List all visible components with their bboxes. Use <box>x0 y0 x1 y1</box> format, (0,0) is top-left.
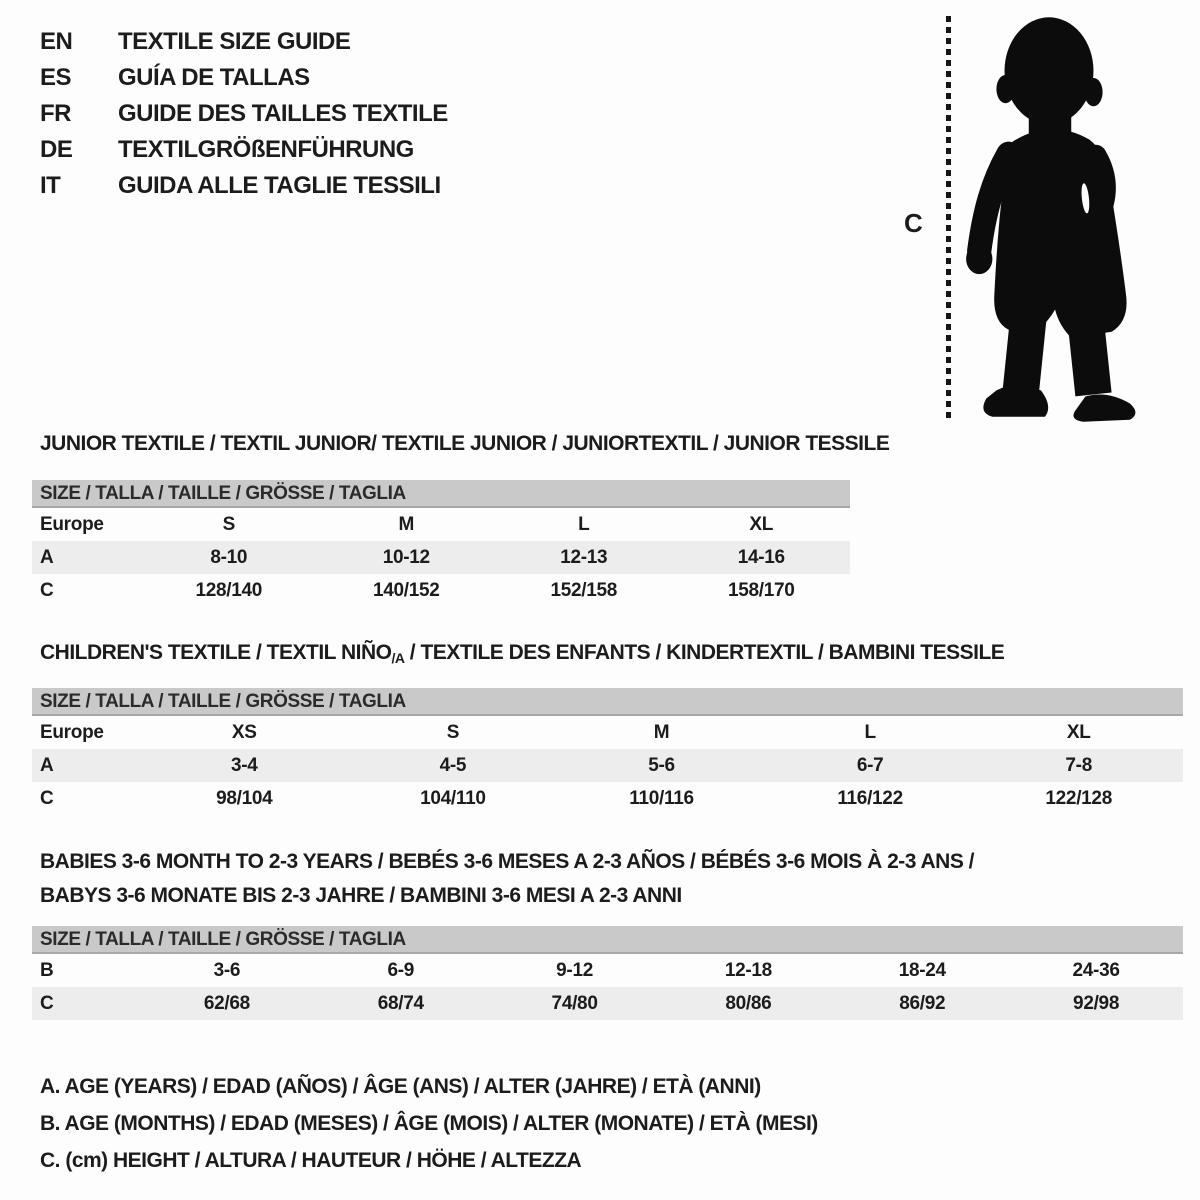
cell: 7-8 <box>1065 754 1092 776</box>
lang-code-de: DE <box>40 136 73 163</box>
cell: 122/128 <box>1045 787 1112 809</box>
lang-title-en: TEXTILE SIZE GUIDE <box>118 28 351 55</box>
measurement-legend <box>40 1068 818 1179</box>
cell: S <box>222 513 235 535</box>
row-label: C <box>40 579 54 601</box>
cell: XL <box>1066 721 1091 743</box>
cell: 110/116 <box>629 787 694 809</box>
children-title-main: CHILDREN'S TEXTILE / TEXTIL NIÑO <box>40 641 392 664</box>
cell: 68/74 <box>377 992 424 1014</box>
children-size-header-bar: SIZE / TALLA / TAILLE / GRÖSSE / TAGLIA <box>32 688 1183 716</box>
lang-title-it: GUIDA ALLE TAGLIE TESSILI <box>118 172 441 199</box>
lang-code-en: EN <box>40 28 73 55</box>
children-section-title <box>40 641 1004 666</box>
toddler-silhouette-icon <box>958 12 1140 422</box>
babies-size-table <box>32 926 1183 1020</box>
cell: 6-9 <box>387 959 415 981</box>
cell: 10-12 <box>382 546 430 568</box>
babies-size-header-bar: SIZE / TALLA / TAILLE / GRÖSSE / TAGLIA <box>32 926 1183 954</box>
height-measure-dashed-line <box>946 16 951 418</box>
row-label: C <box>40 992 54 1014</box>
height-measure-label: C <box>904 208 923 238</box>
lang-title-fr: GUIDE DES TAILLES TEXTILE <box>118 100 448 127</box>
cell: 9-12 <box>556 959 593 981</box>
row-label: A <box>40 754 54 776</box>
table-row <box>32 954 1183 987</box>
table-row <box>32 574 850 607</box>
cell: 3-6 <box>213 959 241 981</box>
cell: 158/170 <box>727 579 795 601</box>
table-row <box>32 541 850 574</box>
language-title-list <box>40 24 448 204</box>
row-label: C <box>40 787 54 809</box>
lang-code-fr: FR <box>40 100 71 127</box>
lang-code-it: IT <box>40 172 61 199</box>
lang-title-es: GUÍA DE TALLAS <box>118 64 310 91</box>
junior-section-title: JUNIOR TEXTILE / TEXTIL JUNIOR/ TEXTILE JUNIOR / JUNIORTEXTIL / JUNIOR TESSILE <box>40 432 890 455</box>
cell: L <box>864 721 876 743</box>
cell: M <box>653 721 670 743</box>
cell: 12-13 <box>560 546 608 568</box>
lang-code-es: ES <box>40 64 72 91</box>
cell: 128/140 <box>195 579 263 601</box>
babies-section-title <box>40 845 974 913</box>
cell: 6-7 <box>856 754 884 776</box>
table-row <box>32 987 1183 1020</box>
row-label: Europe <box>40 721 104 743</box>
table-row <box>32 508 850 541</box>
children-title-sub: /A <box>391 650 405 666</box>
junior-size-header-bar: SIZE / TALLA / TAILLE / GRÖSSE / TAGLIA <box>32 480 850 508</box>
cell: L <box>578 513 590 535</box>
cell: 104/110 <box>420 787 486 809</box>
cell: 4-5 <box>439 754 467 776</box>
cell: 116/122 <box>837 787 903 809</box>
cell: 14-16 <box>737 546 785 568</box>
legend-line-c: C. (cm) HEIGHT / ALTURA / HAUTEUR / HÖHE / ALTEZZA <box>40 1149 582 1172</box>
legend-line-a: A. AGE (YEARS) / EDAD (AÑOS) / ÂGE (ANS) / ALTER (JAHRE) / ETÀ (ANNI) <box>40 1075 761 1098</box>
babies-title-line2: BABYS 3-6 MONATE BIS 2-3 JAHRE / BAMBINI 3-6 MESI A 2-3 ANNI <box>40 884 682 907</box>
row-label: A <box>40 546 54 568</box>
cell: 140/152 <box>372 579 440 601</box>
cell: S <box>446 721 460 743</box>
table-row <box>32 749 1183 782</box>
cell: 12-18 <box>724 959 772 981</box>
children-size-table <box>32 688 1183 815</box>
junior-size-table <box>32 480 850 607</box>
cell: 5-6 <box>648 754 675 776</box>
cell: 98/104 <box>216 787 273 809</box>
cell: 3-4 <box>231 754 258 776</box>
row-label: Europe <box>40 513 104 535</box>
table-row <box>32 716 1183 749</box>
cell: 18-24 <box>898 959 946 981</box>
babies-title-line1: BABIES 3-6 MONTH TO 2-3 YEARS / BEBÉS 3-6 MESES A 2-3 AÑOS / BÉBÉS 3-6 MOIS À 2-3 ANS / <box>40 850 975 873</box>
legend-line-b: B. AGE (MONTHS) / EDAD (MESES) / ÂGE (MOIS) / ALTER (MONATE) / ETÀ (MESI) <box>40 1112 818 1135</box>
cell: XL <box>749 513 774 535</box>
children-title-rest: / TEXTILE DES ENFANTS / KINDERTEXTIL / BAMBINI TESSILE <box>404 641 1005 664</box>
cell: 24-36 <box>1072 959 1120 981</box>
cell: 80/86 <box>725 992 772 1014</box>
cell: 86/92 <box>899 992 946 1014</box>
row-label: B <box>40 959 54 981</box>
cell: 74/80 <box>551 992 598 1014</box>
cell: XS <box>231 721 257 743</box>
cell: 62/68 <box>203 992 250 1014</box>
cell: 8-10 <box>210 546 248 568</box>
cell: 92/98 <box>1073 992 1120 1014</box>
table-row <box>32 782 1183 815</box>
lang-title-de: TEXTILGRÖßENFÜHRUNG <box>118 136 414 163</box>
cell: M <box>398 513 415 535</box>
cell: 152/158 <box>550 579 618 601</box>
